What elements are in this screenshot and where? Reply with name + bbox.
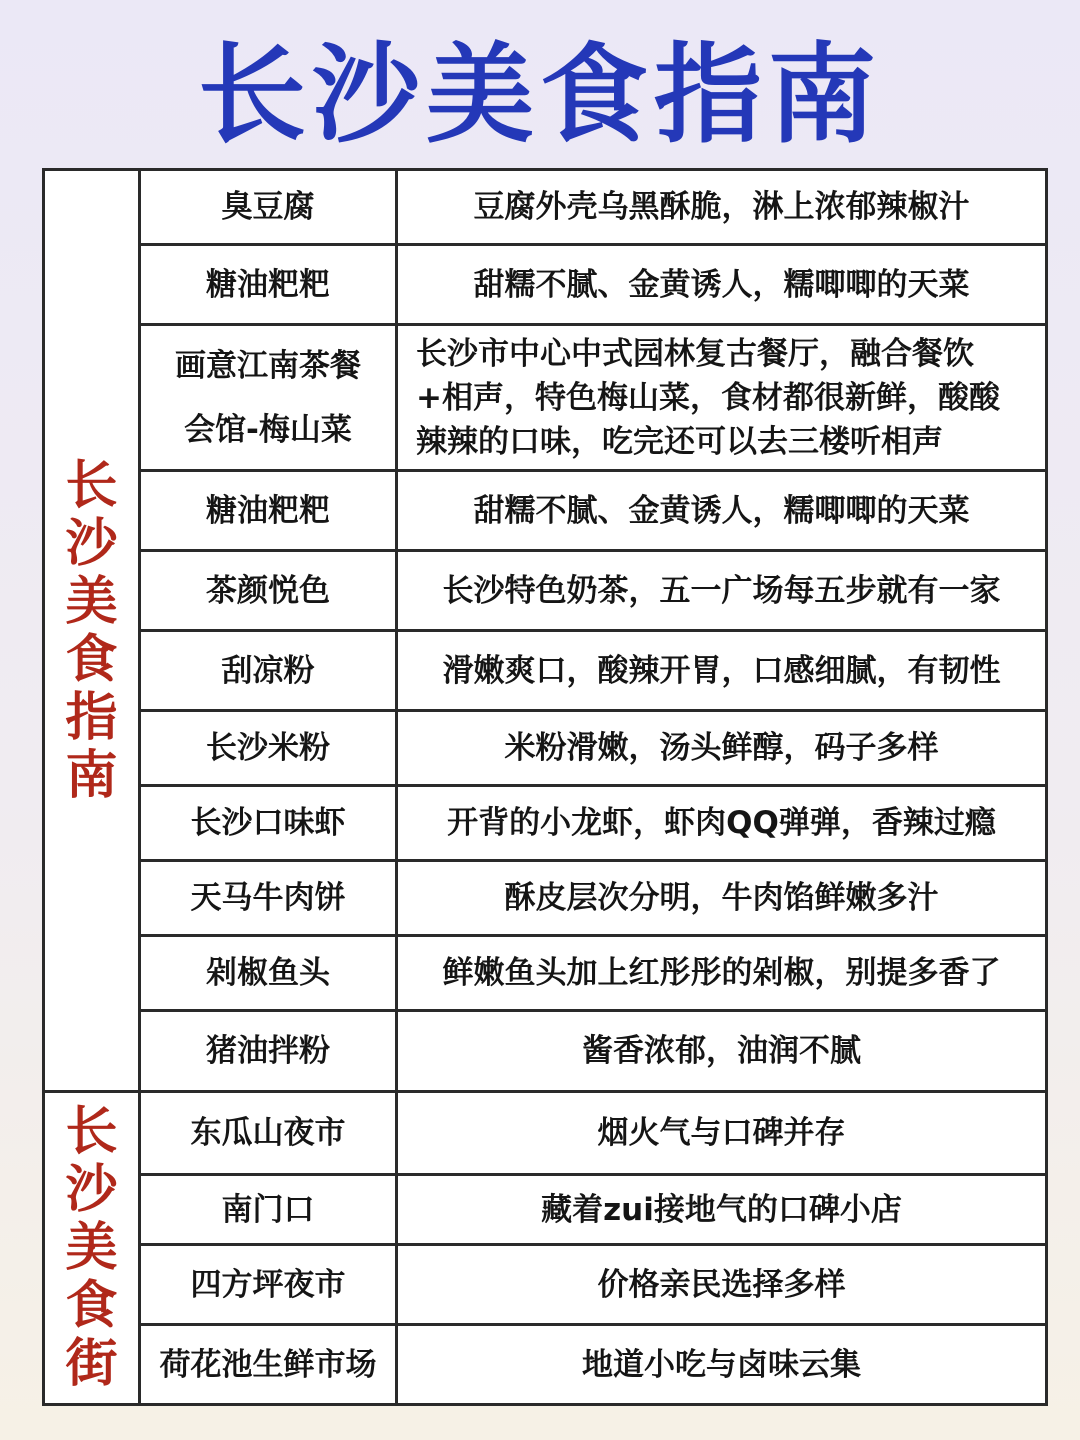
dish-name: 猪油拌粉 xyxy=(140,1011,397,1092)
street-name: 东瓜山夜市 xyxy=(140,1092,397,1175)
street-description: 藏着zui接地气的口碑小店 xyxy=(397,1175,1047,1245)
dish-description: 鲜嫩鱼头加上红彤彤的剁椒，别提多香了 xyxy=(397,936,1047,1011)
table-row xyxy=(44,786,1047,861)
table-row xyxy=(44,325,1047,471)
dish-name: 天马牛肉饼 xyxy=(140,861,397,936)
page-title: 长沙美食指南 xyxy=(197,33,882,158)
dish-description: 开背的小龙虾，虾肉QQ弹弹，香辣过瘾 xyxy=(397,786,1047,861)
street-description: 烟火气与口碑并存 xyxy=(397,1092,1047,1175)
dish-name: 臭豆腐 xyxy=(140,170,397,245)
dish-description: 长沙特色奶茶，五一广场每五步就有一家 xyxy=(397,551,1047,631)
street-name: 荷花池生鲜市场 xyxy=(140,1325,397,1405)
dish-name: 长沙米粉 xyxy=(140,711,397,786)
dish-description: 酥皮层次分明，牛肉馅鲜嫩多汁 xyxy=(397,861,1047,936)
dish-name: 剁椒鱼头 xyxy=(140,936,397,1011)
table-row xyxy=(44,1175,1047,1245)
table-row xyxy=(44,936,1047,1011)
table-row xyxy=(44,861,1047,936)
dish-description: 甜糯不腻、金黄诱人，糯唧唧的天菜 xyxy=(397,245,1047,325)
table-row xyxy=(44,1245,1047,1325)
dish-name xyxy=(140,325,397,471)
dish-name-line: 画意江南茶餐 xyxy=(175,347,361,384)
street-description: 地道小吃与卤味云集 xyxy=(397,1325,1047,1405)
dish-description: 甜糯不腻、金黄诱人，糯唧唧的天菜 xyxy=(397,471,1047,551)
table-row xyxy=(44,631,1047,711)
table-row xyxy=(44,245,1047,325)
street-name: 四方坪夜市 xyxy=(140,1245,397,1325)
table-row xyxy=(44,170,1047,245)
dish-description: 滑嫩爽口，酸辣开胃，口感细腻，有韧性 xyxy=(397,631,1047,711)
dish-description: 长沙市中心中式园林复古餐厅，融合餐饮+相声，特色梅山菜，食材都很新鲜，酸酸辣辣的口味，吃完还可以去三楼听相声 xyxy=(397,325,1047,471)
dish-description: 酱香浓郁，油润不腻 xyxy=(397,1011,1047,1092)
dish-name: 茶颜悦色 xyxy=(140,551,397,631)
section-label-food: 长沙美食指南 xyxy=(44,170,140,1092)
table-row xyxy=(44,1011,1047,1092)
table-row xyxy=(44,711,1047,786)
table-row xyxy=(44,1325,1047,1405)
dish-name: 刮凉粉 xyxy=(140,631,397,711)
dish-name: 糖油粑粑 xyxy=(140,245,397,325)
dish-name-line: 会馆-梅山菜 xyxy=(184,411,352,448)
dish-description: 米粉滑嫩，汤头鲜醇，码子多样 xyxy=(397,711,1047,786)
table-row xyxy=(44,1092,1047,1175)
section-label-street: 长沙美食街 xyxy=(44,1092,140,1405)
dish-name: 长沙口味虾 xyxy=(140,786,397,861)
food-guide-table xyxy=(42,168,1048,1406)
table-row xyxy=(44,471,1047,551)
table-row xyxy=(44,551,1047,631)
street-description: 价格亲民选择多样 xyxy=(397,1245,1047,1325)
dish-description: 豆腐外壳乌黑酥脆，淋上浓郁辣椒汁 xyxy=(397,170,1047,245)
dish-name: 糖油粑粑 xyxy=(140,471,397,551)
street-name: 南门口 xyxy=(140,1175,397,1245)
